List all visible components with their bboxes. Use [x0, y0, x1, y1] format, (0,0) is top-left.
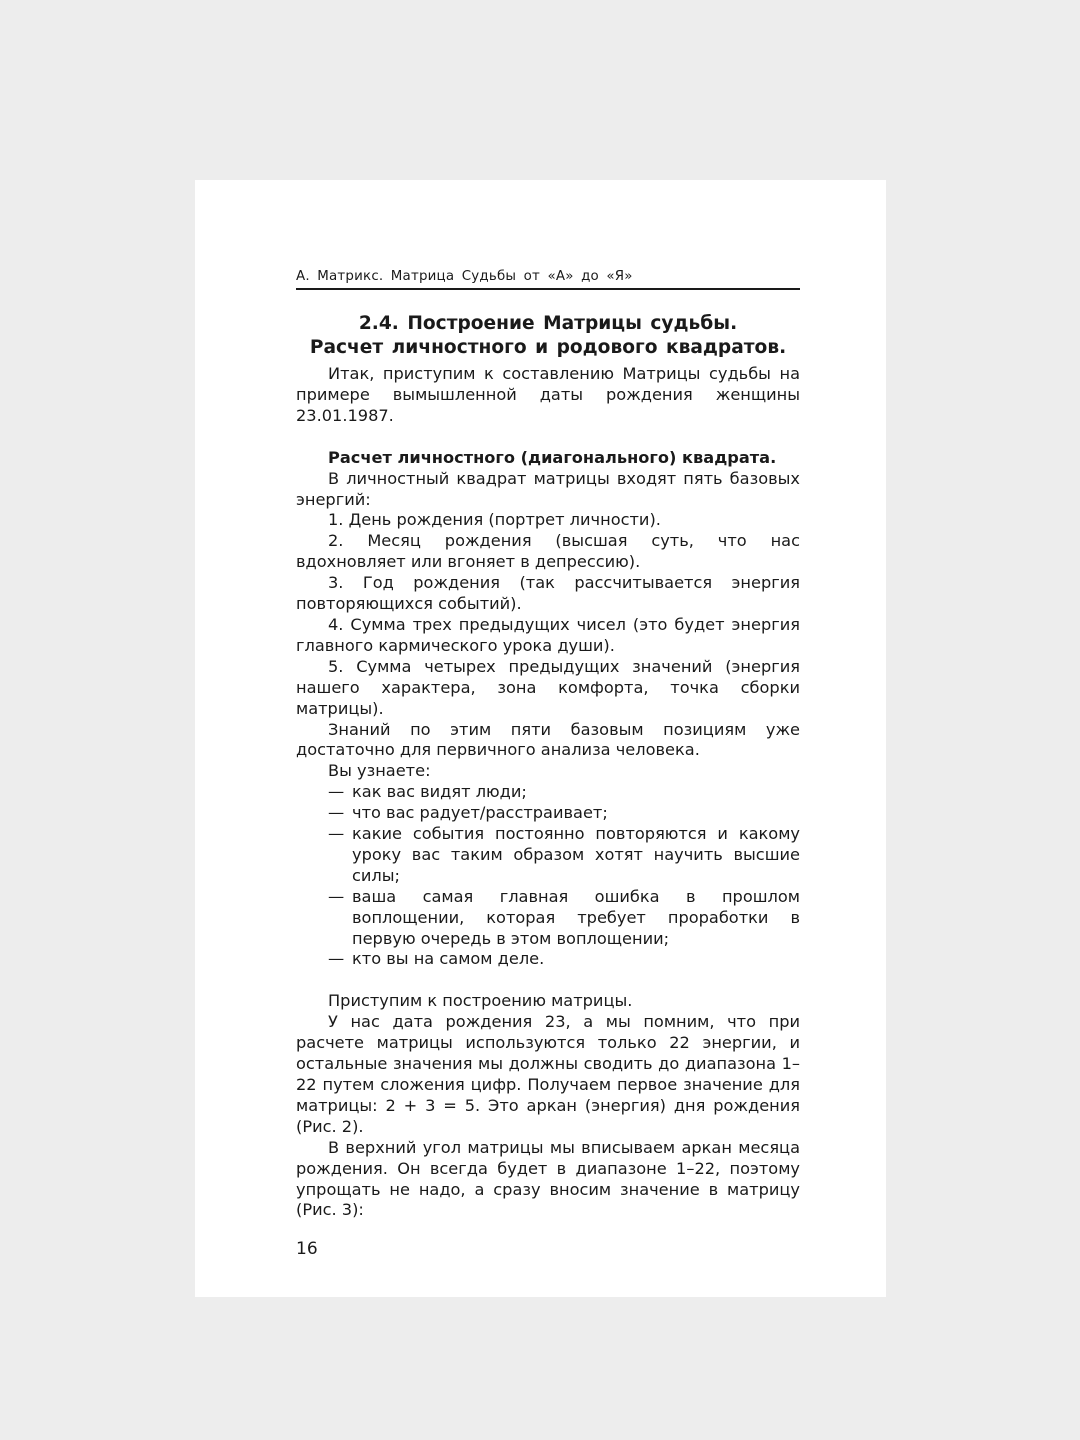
knowledge-paragraph: Знаний по этим пяти базовым позициям уже достаточно для первичного анализа человека.	[296, 719, 800, 760]
numbered-item-3: 3. Год рождения (так рассчитывается энергия повторяющихся событий).	[296, 573, 800, 614]
subheading: Расчет личностного (диагонального) квадрата.	[328, 447, 777, 467]
dash-marker: —	[328, 824, 345, 844]
section-title-line-2: Расчет личностного и родового квадратов.	[309, 337, 787, 358]
running-header: А. Матрикс. Матрица Судьбы от «А» до «Я»	[296, 268, 800, 290]
numbered-item-4: 4. Сумма трех предыдущих чисел (это будет энергия главного кармического урока души).	[296, 614, 800, 655]
dash-list	[296, 782, 800, 970]
list-intro-paragraph: В личностный квадрат матрицы входят пять базовых энергий:	[296, 468, 800, 509]
dash-marker: —	[328, 782, 345, 802]
spacer	[296, 970, 800, 991]
spacer	[296, 427, 800, 448]
numbered-item-2: 2. Месяц рождения (высшая суть, что нас вдохновляет или вгоняет в депрессию).	[296, 531, 800, 572]
list-item-text: ваша самая главная ошибка в прошлом воплощении, которая требует проработки в первую очередь в этом воплощении;	[352, 886, 800, 948]
list-item-text: кто вы на самом деле.	[352, 949, 545, 969]
section-title-line-1: 2.4. Построение Матрицы судьбы.	[358, 313, 738, 334]
list-item	[296, 803, 800, 824]
dash-marker: —	[328, 886, 345, 906]
section-title	[296, 312, 800, 360]
list-item	[296, 949, 800, 970]
numbered-item-1: 1. День рождения (портрет личности).	[328, 510, 661, 530]
list-item-text: что вас радует/расстраивает;	[352, 803, 608, 823]
dash-marker: —	[328, 803, 345, 823]
intro-paragraph: Итак, приступим к составлению Матрицы судьбы на примере вымышленной даты рождения женщины 23.01.1987.	[296, 364, 800, 425]
top-corner-paragraph: В верхний угол матрицы мы вписываем аркан месяца рождения. Он всегда будет в диапазоне 1–22, поэтому упрощать не надо, а сразу вносим значение в матрицу (Рис. 3):	[296, 1137, 800, 1220]
page-content	[296, 268, 800, 1260]
dash-marker: —	[328, 949, 345, 969]
list-item-text: как вас видят люди;	[352, 782, 527, 802]
list-item	[296, 782, 800, 803]
you-learn-label: Вы узнаете:	[328, 761, 431, 781]
list-item	[296, 824, 800, 887]
page-number: 16	[296, 1239, 318, 1260]
list-item-text: какие события постоянно повторяются и какому уроку вас таким образом хотят научить высшие силы;	[352, 824, 800, 885]
book-page	[195, 180, 886, 1297]
list-item	[296, 887, 800, 950]
birth-date-paragraph: У нас дата рождения 23, а мы помним, что при расчете матрицы используются только 22 энергии, и остальные значения мы должны сводить до диапазона 1–22 путем сложения цифр. Получаем первое значение для матрицы: 2 + 3 = 5. Это аркан (энергия) дня рождения (Рис. 2).	[296, 1012, 800, 1136]
start-building-paragraph: Приступим к построению матрицы.	[328, 991, 633, 1011]
numbered-item-5: 5. Сумма четырех предыдущих значений (энергия нашего характера, зона комфорта, точка сборки матрицы).	[296, 656, 800, 718]
